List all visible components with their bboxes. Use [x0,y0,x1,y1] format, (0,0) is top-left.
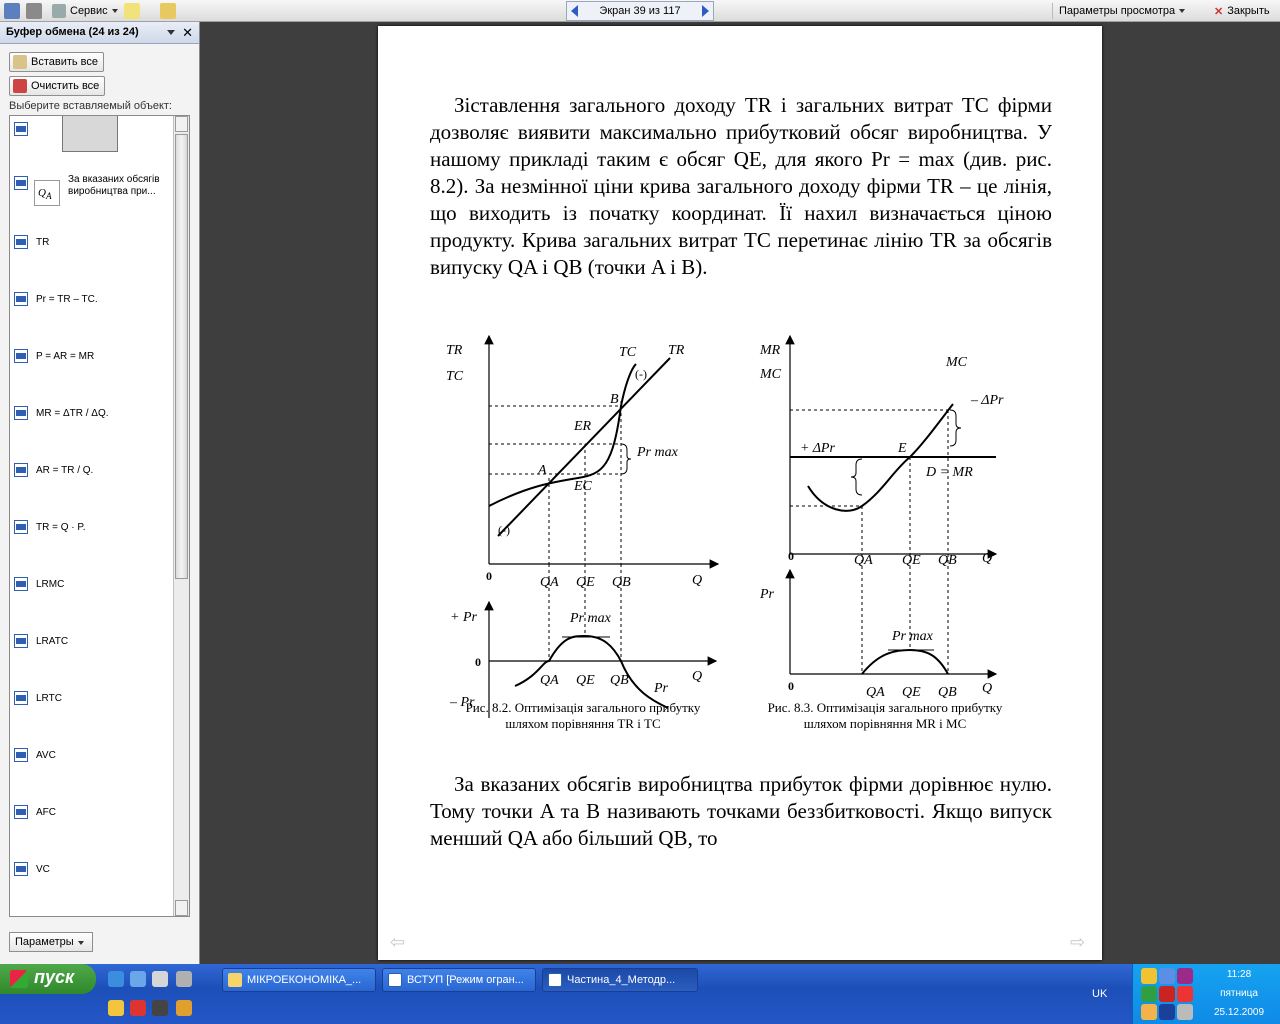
quick-launch-icon[interactable] [176,1000,192,1016]
clipboard-item-label: VC [36,863,50,875]
paragraph-2-text: За вказаних обсягів виробництва прибуток фірми дорівнює нулю. Тому точки A та B називають точками беззбитковості. Якщо випуск менший QA або більший QB, то [430,772,1052,850]
q-axis-label-2: Q [692,669,703,684]
tray-icon[interactable] [1141,986,1157,1002]
taskbar-window-1[interactable] [222,968,376,992]
point-er-label: ER [574,419,592,434]
service-menu[interactable] [52,3,118,19]
previous-screen-button[interactable] [571,5,578,17]
caption-2-line-1: Рис. 8.3. Оптимізація загального прибутку [767,700,1003,715]
point-b-label: B [610,392,619,407]
qb-label-4: QB [938,685,957,700]
clipboard-item-text[interactable] [14,174,168,218]
word-doc-icon [14,406,28,420]
windows-logo-icon [10,970,28,988]
paragraph-2 [430,771,1052,852]
pr-curve-label: Pr [654,681,668,696]
y-label-mr: MR [760,343,781,358]
figures [378,326,1102,746]
system-tray [1132,964,1280,1024]
pr-max-brace [621,444,631,474]
word-doc-icon [14,748,28,762]
document-page [378,26,1102,960]
clipboard-item[interactable] [14,859,50,879]
clipboard-hint: Выберите вставляемый объект: [9,100,172,112]
chevron-down-icon [1179,9,1185,13]
internet-explorer-icon[interactable] [108,971,124,987]
clear-all-label: Очистить все [31,80,100,92]
paragraph-1-text: Зіставлення загального доходу TR і загальних витрат TC фірми дозволяє виявити максимально прибутковий обсяг виробництва. У нашому прикладі таким є обсяг QE, для якого Pr = max (див. рис. 8.2). За незмінної ціни крива загального доходу фірми TR – це лінія, що виходить із початку координат. Її нахил визначається ціною продукту. Крива загальних витрат TC перетинає лінію TR за обсягів випуску QA і QB (точки A і B). [430,93,1052,279]
chevron-down-icon [112,9,118,13]
taskbar-window-3[interactable] [542,968,698,992]
tray-icon[interactable] [1159,1004,1175,1020]
clipboard-item[interactable] [14,745,56,765]
qb-label: QB [612,575,631,590]
clipboard-item-label: Pr = TR – TC. [36,293,98,305]
figure-8-3-caption [740,700,1030,732]
start-label: пуск [34,967,75,987]
save-icon[interactable] [4,3,20,19]
qa-label: QA [540,575,559,590]
word-doc-icon [14,122,28,136]
delta-pr-minus-brace [950,410,961,446]
clipboard-item-label: AVC [36,749,56,761]
quick-launch-icon[interactable] [108,1000,124,1016]
desktop-icon[interactable] [130,971,146,987]
clipboard-item-image[interactable] [14,119,118,139]
clipboard-item[interactable] [14,346,94,366]
clipboard-item[interactable] [14,232,49,252]
params-label: Параметры [15,936,74,948]
start-button[interactable] [0,964,96,994]
page-navigator [566,1,714,21]
antivirus-icon[interactable] [1159,986,1175,1002]
qe-label-3: QE [902,553,921,568]
clipboard-item-label: За вказаних обсягів виробництва при... [68,174,160,197]
clipboard-item[interactable] [14,574,64,594]
task-label: МІКРОЕКОНОМІКА_... [247,974,362,986]
clock-day: пятница [1220,988,1258,999]
d-mr-label: D = MR [926,465,973,480]
print-icon[interactable] [26,3,42,19]
qe-label-4: QE [902,685,921,700]
tc-label: TC [619,345,637,360]
qa-label-3: QA [854,553,873,568]
clipboard-params-button[interactable] [9,932,93,952]
close-pane-icon[interactable]: ✕ [182,25,193,40]
clipboard-item[interactable] [14,802,56,822]
qa-label-2: QA [540,673,559,688]
close-reading-button[interactable] [1214,3,1270,19]
paragraph-1 [430,92,1052,281]
scroll-up-icon[interactable] [175,116,188,132]
tools-icon [52,4,66,18]
pr-y-label: Pr [760,587,774,602]
clipboard-item-label: TR = Q · P. [36,521,86,533]
task-label: ВСТУП [Режим огран... [407,974,524,986]
clipboard-item-label: P = AR = MR [36,350,95,362]
word-doc-icon [14,463,28,477]
word-doc-icon [14,235,28,249]
mc-label: MC [946,355,967,370]
q-axis-label-3: Q [982,551,993,566]
clipboard-item-label: MR = ΔTR / ΔQ. [36,407,109,419]
word-doc-icon [14,805,28,819]
qe-label: QE [576,575,595,590]
quick-launch-icon[interactable] [152,1000,168,1016]
word-doc-icon [14,520,28,534]
previous-page-arrow-icon[interactable]: ⇦ [390,932,406,952]
close-icon: ✕ [1214,5,1224,18]
origin-label-3: 0 [788,679,794,693]
origin-label: 0 [486,569,492,583]
word-doc-icon [14,862,28,876]
quick-launch-icon[interactable] [176,971,192,987]
pane-menu-icon[interactable] [167,30,175,35]
clipboard-items-list [9,115,190,917]
qb-label-3: QB [938,553,957,568]
spelling-icon[interactable] [124,3,140,19]
clipboard-item[interactable] [14,631,68,651]
clipboard-header [0,22,199,44]
tray-icon[interactable] [1177,968,1193,984]
scroll-thumb[interactable] [175,134,188,579]
delta-pr-minus-label: – ΔPr [971,393,1004,408]
tray-icon[interactable] [1177,1004,1193,1020]
quick-launch-icon[interactable] [130,1000,146,1016]
word-doc-icon [14,292,28,306]
y-label-tc: TC [446,369,464,384]
media-player-icon[interactable] [152,971,168,987]
caption-2-line-2: шляхом порівняння MR і MC [803,716,967,731]
origin-label-2: 0 [788,549,794,563]
tc-curve [489,364,636,506]
caption-1-line-1: Рис. 8.2. Оптимізація загального прибутку [465,700,701,715]
word-doc-icon [14,577,28,591]
figure-8-2 [446,336,718,718]
pr-curve [515,636,668,708]
clear-icon [13,79,27,93]
word-doc-icon [14,691,28,705]
page-indicator[interactable]: Экран 39 из 117 [599,5,681,17]
next-screen-button[interactable] [702,5,709,17]
tray-icon[interactable] [1141,968,1157,984]
pr-max-label-3: Pr max [892,629,933,644]
pr-origin-label: 0 [475,655,481,669]
clipboard-item-label: TR [36,236,50,248]
clipboard-item[interactable] [14,460,93,480]
service-label: Сервис [70,5,108,17]
language-indicator[interactable]: UK [1092,988,1108,1000]
word-doc-icon [548,973,562,987]
pr-minus-label: – Pr [450,695,475,710]
point-a-label: A [538,463,547,478]
point-ec-label: EC [574,479,592,494]
pr-curve-2 [862,650,948,674]
word-doc-icon [388,973,402,987]
view-params-button[interactable] [1052,3,1185,19]
q-axis-label: Q [692,573,703,588]
y-label-tr: TR [446,343,463,358]
tray-icon[interactable] [1177,986,1193,1002]
clipboard-item[interactable] [14,517,86,537]
view-params-label: Параметры просмотра [1059,5,1176,17]
q-axis-label-4: Q [982,681,993,696]
chevron-down-icon [78,941,84,945]
next-page-arrow-icon[interactable]: ⇨ [1070,932,1086,952]
clipboard-item[interactable] [14,403,109,423]
clipboard-scrollbar[interactable] [173,116,189,916]
pr-max-label-2: Pr max [570,611,611,626]
qe-label-2: QE [576,673,595,688]
paste-icon [13,55,27,69]
folder-icon[interactable] [160,3,176,19]
figure-8-2-caption [438,700,728,732]
point-e-label: E [898,441,907,456]
qa-label-4: QA [866,685,885,700]
clipboard-item[interactable] [14,688,62,708]
clipboard-item-label: LRMC [36,578,65,590]
taskbar-window-2[interactable] [382,968,536,992]
delta-pr-plus-label: + ΔPr [800,441,835,456]
clipboard-item[interactable] [14,289,98,309]
word-doc-icon [14,634,28,648]
word-doc-icon [14,349,28,363]
paste-all-label: Вставить все [31,56,99,68]
loss-sign-top: (-) [635,367,647,381]
taskbar [0,964,1280,1024]
clipboard-pane [0,22,200,964]
pr-plus-label: + Pr [450,610,477,625]
clipboard-item-label: AFC [36,806,56,818]
tray-icon[interactable] [1141,1004,1157,1020]
clear-all-button[interactable] [9,76,105,96]
tray-icon[interactable] [1159,968,1175,984]
clipboard-title: Буфер обмена (24 из 24) [6,26,139,38]
close-label: Закрыть [1227,5,1270,17]
folder-icon [228,973,242,987]
page-thumbnail-image [62,115,118,152]
clipboard-item-label: AR = TR / Q. [36,464,94,476]
pr-max-label: Pr max [637,445,678,460]
clock-time[interactable]: 11:28 [1226,969,1252,980]
tr-label: TR [668,343,685,358]
clock-date: 25.12.2009 [1213,1007,1265,1018]
scroll-down-icon[interactable] [175,900,188,916]
task-label: Частина_4_Методр... [567,974,676,986]
clipboard-item-label: LRATC [36,635,69,647]
loss-sign-bottom: (-) [498,523,510,537]
paste-all-button[interactable] [9,52,104,72]
qb-label-2: QB [610,673,629,688]
figure-8-3 [759,336,1004,700]
clipboard-item-label: LRTC [36,692,62,704]
formula-thumbnail: $Q_A$ [34,180,60,206]
word-doc-icon [14,176,28,190]
reading-toolbar [0,0,1280,22]
delta-pr-plus-brace [851,459,862,495]
y-label-mc: MC [760,367,781,382]
caption-1-line-2: шляхом порівняння TR і TC [505,716,661,731]
